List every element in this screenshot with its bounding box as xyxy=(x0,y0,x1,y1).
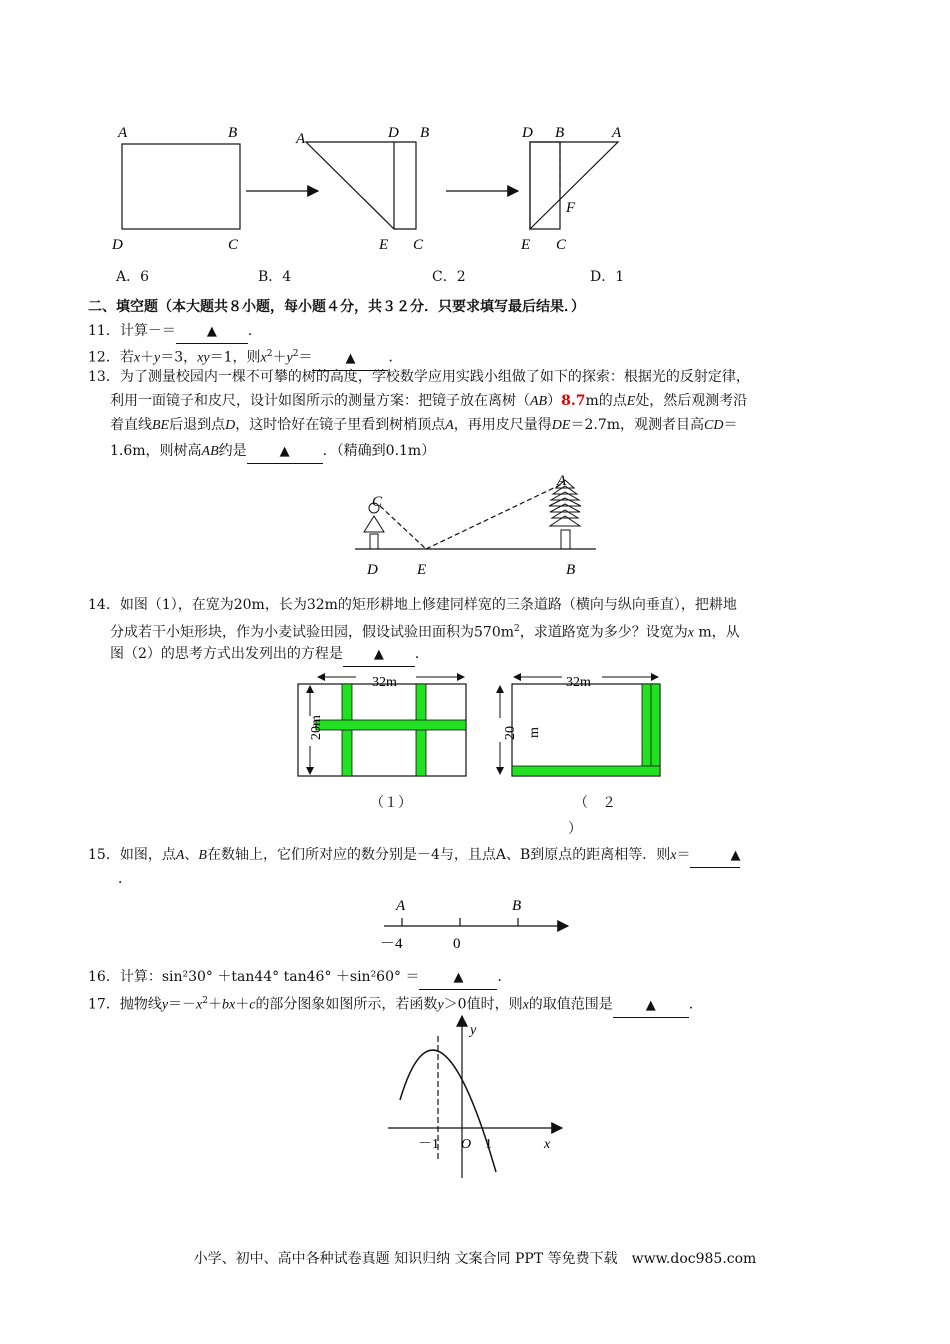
question-14-line2: 分成若干小矩形块，作为小麦试验田园，假设试验田面积为$570m^2$，求道路宽为多少？设宽为x m，从 xyxy=(110,624,740,641)
label-d: D xyxy=(367,562,378,578)
answer-blank-12[interactable]: ▲ xyxy=(312,347,388,371)
rectangle-abcd xyxy=(122,144,240,229)
question-16: 16．计算：sin²30° ＋tan44° tan46° ＋sin²60° ＝ ▲ ． xyxy=(88,966,511,990)
answer-blank-13[interactable]: ▲ xyxy=(247,440,323,464)
fig1-length: 32m xyxy=(372,675,397,690)
label-d1: D xyxy=(112,237,123,253)
section-title: 二、填空题（本大题共８小题，每小题４分，共３２分．只要求填写最后结果．） xyxy=(88,299,585,315)
axis-y-label: y xyxy=(470,1023,477,1038)
choice-c[interactable]: C．2 xyxy=(432,269,466,285)
question-12: 12．若x＋y＝3，xy＝1，则$x^2+y^2=$ ▲ ． xyxy=(88,343,402,371)
field-figure-2 xyxy=(492,668,672,780)
folded-shape-2 xyxy=(306,142,416,229)
label-b3: B xyxy=(555,125,565,141)
fig2-width: 20 xyxy=(503,726,518,740)
tick-neg4: －4 xyxy=(380,936,403,952)
fig1-width: 20m xyxy=(309,715,324,740)
question-17: 17．抛物线$y=-x^2+bx+c$的部分图象如图所示，若函数y＞0值时，则x的取值范围是 ▲ ． xyxy=(88,990,703,1018)
question-13: 13．为了测量校园内一棵不可攀的树的高度，学校数学应用实践小组做了如下的探索：根据光的反射定律， xyxy=(88,369,750,385)
label-e: E xyxy=(417,562,427,578)
question-14: 14．如图（1），在宽为20m，长为32m的矩形耕地上修建同样宽的三条道路（横向与纵向垂直），把耕地 xyxy=(88,597,737,613)
axis-x-label: x xyxy=(544,1137,551,1152)
answer-blank-14[interactable]: ▲ xyxy=(343,643,415,667)
question-14-line3: 图（2）的思考方式出发列出的方程是 ▲ ． xyxy=(110,643,429,667)
label-e2: E xyxy=(379,237,389,253)
label-a1: A xyxy=(118,125,128,141)
field-figure-1 xyxy=(296,668,476,780)
answer-blank-11[interactable]: ▲ xyxy=(176,320,248,344)
fig2-width-unit: m xyxy=(527,727,542,738)
question-11: 11．计算－＝ ▲ ． xyxy=(88,320,262,344)
question-15-period: ． xyxy=(118,871,132,887)
fig2-caption-b: ） xyxy=(568,821,582,837)
label-b1: B xyxy=(228,125,238,141)
label-e3: E xyxy=(521,237,531,253)
label-c1: C xyxy=(228,237,239,253)
origin-label: O xyxy=(461,1137,472,1152)
parabola-figure xyxy=(384,1012,574,1180)
question-13-line2: 利用一面镜子和皮尺，设计如图所示的测量方案：把镜子放在离树（AB）8.7m的点E处，然后观测考沿 xyxy=(110,393,748,409)
point-b: B xyxy=(512,898,522,914)
label-a: A xyxy=(557,473,567,489)
question-13-line4: 1.6m，则树高AB约是 ▲ ．（精确到0.1m） xyxy=(110,440,435,464)
label-d2: D xyxy=(388,125,399,141)
label-a2: A xyxy=(296,131,306,147)
point-a: A xyxy=(396,898,406,914)
footer: 小学、初中、高中各种试卷真题 知识归纳 文案合同 PPT 等免费下载 www.doc985.com xyxy=(193,1251,757,1267)
folding-figure xyxy=(100,118,660,258)
label-c3: C xyxy=(556,237,567,253)
tick-zero: 0 xyxy=(453,936,461,952)
fig2-length: 32m xyxy=(566,675,591,690)
tick-1: 1 xyxy=(485,1137,492,1152)
fig2-caption-a: （ ２ xyxy=(574,795,616,811)
answer-blank-17[interactable]: ▲ xyxy=(613,994,689,1018)
label-b: B xyxy=(566,562,576,578)
label-a3: A xyxy=(612,125,622,141)
label-b2: B xyxy=(420,125,430,141)
label-c2: C xyxy=(413,237,424,253)
label-d3: D xyxy=(522,125,533,141)
label-f3: F xyxy=(566,200,576,216)
choice-b[interactable]: B．4 xyxy=(258,269,292,285)
question-15: 15．如图，点A、B在数轴上，它们所对应的数分别是－4与，且点A、B到原点的距离相等．则x＝ ▲ xyxy=(88,844,740,868)
tick-neg1: －1 xyxy=(418,1137,439,1152)
choice-a[interactable]: A．6 xyxy=(116,269,150,285)
question-13-line3: 着直线BE后退到点D，这时恰好在镜子里看到树梢顶点A，再用皮尺量得DE＝2.7m，观测者目高CD＝ xyxy=(110,417,738,433)
number-line xyxy=(370,890,580,954)
answer-blank-15[interactable]: ▲ xyxy=(690,844,740,868)
label-c: C xyxy=(372,494,383,510)
fig1-caption: （１） xyxy=(370,795,412,811)
choice-d[interactable]: D．1 xyxy=(590,269,625,285)
mirror-figure xyxy=(350,470,610,580)
answer-blank-16[interactable]: ▲ xyxy=(419,966,497,990)
